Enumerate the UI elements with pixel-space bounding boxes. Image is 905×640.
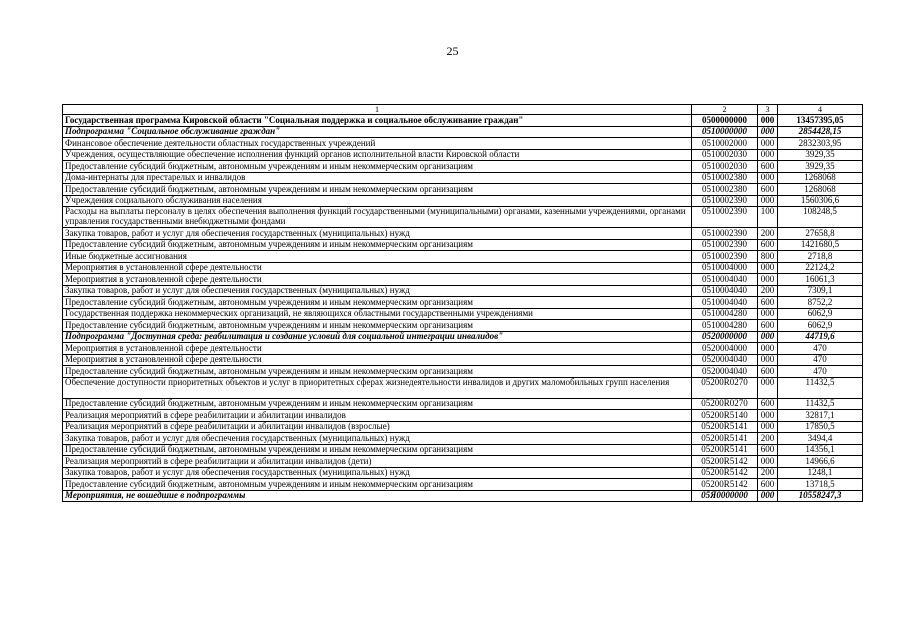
row-sum-cell: 44719,6 bbox=[778, 331, 863, 343]
row-code-cell: 0500000000 bbox=[692, 115, 758, 127]
row-code-cell: 05200R0270 bbox=[692, 377, 758, 398]
table-row bbox=[63, 343, 863, 355]
row-name-cell: Подпрограмма "Доступная среда: реабилитация и создание условий для социальной интеграции инвалидов" bbox=[63, 331, 692, 343]
row-name-cell: Мероприятия в установленной сфере деятельности bbox=[63, 274, 692, 286]
table-row bbox=[63, 433, 863, 445]
row-vr-cell: 000 bbox=[758, 308, 778, 320]
row-code-cell: 0520004000 bbox=[692, 343, 758, 355]
row-name-cell: Мероприятия, не вошедшие в подпрограммы bbox=[63, 490, 692, 502]
row-sum-cell: 11432,5 bbox=[778, 377, 863, 398]
row-name-cell: Государственная программа Кировской области "Социальная поддержка и социальное обслуживание граждан" bbox=[63, 115, 692, 127]
table-row bbox=[63, 239, 863, 251]
row-sum-cell: 11432,5 bbox=[778, 398, 863, 410]
row-sum-cell: 13718,5 bbox=[778, 479, 863, 491]
row-vr-cell: 200 bbox=[758, 228, 778, 240]
row-name-cell: Мероприятия в установленной сфере деятельности bbox=[63, 262, 692, 274]
row-code-cell: 05200R0270 bbox=[692, 398, 758, 410]
row-vr-cell: 200 bbox=[758, 285, 778, 297]
row-name-cell: Предоставление субсидий бюджетным, автономным учреждениям и иным некоммерческим организациям bbox=[63, 398, 692, 410]
row-vr-cell: 000 bbox=[758, 410, 778, 422]
row-vr-cell: 600 bbox=[758, 297, 778, 309]
row-code-cell: 0510002030 bbox=[692, 161, 758, 173]
row-vr-cell: 000 bbox=[758, 172, 778, 184]
row-name-cell: Расходы на выплаты персоналу в целях обеспечения выполнения функций государственными (муниципальными) органами, казенными учреждениями, органами управления государственными внебюджетными фондами bbox=[63, 207, 692, 228]
table-row bbox=[63, 161, 863, 173]
row-vr-cell: 800 bbox=[758, 251, 778, 263]
table-row bbox=[63, 184, 863, 196]
row-vr-cell: 000 bbox=[758, 149, 778, 161]
table-row bbox=[63, 274, 863, 286]
row-name-cell: Обеспечение доступности приоритетных объектов и услуг в приоритетных сферах жизнедеятельности инвалидов и других маломобильных групп населения bbox=[63, 377, 692, 398]
row-name-cell: Предоставление субсидий бюджетным, автономным учреждениям и иным некоммерческим организациям bbox=[63, 479, 692, 491]
table-row bbox=[63, 126, 863, 138]
row-vr-cell: 000 bbox=[758, 456, 778, 468]
row-code-cell: 0510002390 bbox=[692, 239, 758, 251]
row-code-cell: 0520000000 bbox=[692, 331, 758, 343]
table-row bbox=[63, 490, 863, 502]
row-sum-cell: 27658,8 bbox=[778, 228, 863, 240]
page-number: 25 bbox=[446, 44, 459, 58]
row-code-cell: 0510002390 bbox=[692, 195, 758, 207]
budget-table bbox=[62, 104, 863, 502]
row-sum-cell: 1560306,6 bbox=[778, 195, 863, 207]
row-sum-cell: 2832303,95 bbox=[778, 138, 863, 150]
row-code-cell: 0510002000 bbox=[692, 138, 758, 150]
row-code-cell: 05200R5140 bbox=[692, 410, 758, 422]
row-code-cell: 05200R5141 bbox=[692, 444, 758, 456]
row-vr-cell: 000 bbox=[758, 195, 778, 207]
row-sum-cell: 13457395,05 bbox=[778, 115, 863, 127]
table-row bbox=[63, 285, 863, 297]
row-sum-cell: 22124,2 bbox=[778, 262, 863, 274]
row-name-cell: Подпрограмма "Социальное обслуживание граждан" bbox=[63, 126, 692, 138]
row-vr-cell: 200 bbox=[758, 467, 778, 479]
row-vr-cell: 000 bbox=[758, 377, 778, 398]
row-name-cell: Предоставление субсидий бюджетным, автономным учреждениям и иным некоммерческим организациям bbox=[63, 184, 692, 196]
table-row bbox=[63, 354, 863, 366]
row-vr-cell: 600 bbox=[758, 161, 778, 173]
row-vr-cell: 000 bbox=[758, 115, 778, 127]
table-row bbox=[63, 479, 863, 491]
row-vr-cell: 000 bbox=[758, 274, 778, 286]
table-row bbox=[63, 320, 863, 332]
row-vr-cell: 100 bbox=[758, 207, 778, 228]
row-name-cell: Реализация мероприятий в сфере реабилитации и абилитации инвалидов (дети) bbox=[63, 456, 692, 468]
row-vr-cell: 600 bbox=[758, 184, 778, 196]
row-code-cell: 0510002030 bbox=[692, 149, 758, 161]
row-name-cell: Дома-интернаты для престарелых и инвалидов bbox=[63, 172, 692, 184]
table-row bbox=[63, 444, 863, 456]
table-row bbox=[63, 262, 863, 274]
row-sum-cell: 16061,3 bbox=[778, 274, 863, 286]
row-code-cell: 0510004280 bbox=[692, 320, 758, 332]
row-sum-cell: 3929,35 bbox=[778, 149, 863, 161]
row-name-cell: Мероприятия в установленной сфере деятельности bbox=[63, 343, 692, 355]
row-code-cell: 0510004040 bbox=[692, 285, 758, 297]
row-sum-cell: 17850,5 bbox=[778, 421, 863, 433]
table-row bbox=[63, 195, 863, 207]
row-name-cell: Предоставление субсидий бюджетным, автономным учреждениям и иным некоммерческим организациям bbox=[63, 161, 692, 173]
row-sum-cell: 470 bbox=[778, 354, 863, 366]
table-row bbox=[63, 366, 863, 378]
table-row bbox=[63, 467, 863, 479]
header-cell-sum: 4 bbox=[778, 105, 863, 115]
table-row bbox=[63, 172, 863, 184]
row-code-cell: 05200R5141 bbox=[692, 433, 758, 445]
row-code-cell: 0510002390 bbox=[692, 207, 758, 228]
row-sum-cell: 2854428,15 bbox=[778, 126, 863, 138]
row-vr-cell: 000 bbox=[758, 331, 778, 343]
header-row bbox=[63, 105, 863, 115]
row-sum-cell: 108248,5 bbox=[778, 207, 863, 228]
row-sum-cell: 14966,6 bbox=[778, 456, 863, 468]
row-vr-cell: 600 bbox=[758, 366, 778, 378]
row-vr-cell: 000 bbox=[758, 490, 778, 502]
row-name-cell: Финансовое обеспечение деятельности областных государственных учреждений bbox=[63, 138, 692, 150]
header-cell-vr: 3 bbox=[758, 105, 778, 115]
row-name-cell: Предоставление субсидий бюджетным, автономным учреждениям и иным некоммерческим организациям bbox=[63, 444, 692, 456]
row-vr-cell: 000 bbox=[758, 343, 778, 355]
table-row bbox=[63, 115, 863, 127]
table-row bbox=[63, 421, 863, 433]
row-vr-cell: 000 bbox=[758, 262, 778, 274]
row-name-cell: Закупка товаров, работ и услуг для обеспечения государственных (муниципальных) нужд bbox=[63, 467, 692, 479]
row-sum-cell: 3929,35 bbox=[778, 161, 863, 173]
row-name-cell: Реализация мероприятий в сфере реабилитации и абилитации инвалидов bbox=[63, 410, 692, 422]
row-sum-cell: 1268068 bbox=[778, 184, 863, 196]
row-vr-cell: 000 bbox=[758, 421, 778, 433]
row-sum-cell: 1421680,5 bbox=[778, 239, 863, 251]
row-name-cell: Иные бюджетные ассигнования bbox=[63, 251, 692, 263]
row-sum-cell: 14356,1 bbox=[778, 444, 863, 456]
table-row bbox=[63, 297, 863, 309]
row-code-cell: 05Я0000000 bbox=[692, 490, 758, 502]
row-sum-cell: 7309,1 bbox=[778, 285, 863, 297]
table-row bbox=[63, 331, 863, 343]
row-name-cell: Предоставление субсидий бюджетным, автономным учреждениям и иным некоммерческим организациям bbox=[63, 297, 692, 309]
table-row bbox=[63, 138, 863, 150]
row-sum-cell: 32817,1 bbox=[778, 410, 863, 422]
row-name-cell: Реализация мероприятий в сфере реабилитации и абилитации инвалидов (взрослые) bbox=[63, 421, 692, 433]
row-name-cell: Учреждения социального обслуживания населения bbox=[63, 195, 692, 207]
table-row bbox=[63, 410, 863, 422]
row-vr-cell: 600 bbox=[758, 444, 778, 456]
row-vr-cell: 600 bbox=[758, 239, 778, 251]
row-name-cell: Предоставление субсидий бюджетным, автономным учреждениям и иным некоммерческим организациям bbox=[63, 366, 692, 378]
table-row bbox=[63, 398, 863, 410]
row-sum-cell: 3494,4 bbox=[778, 433, 863, 445]
row-sum-cell: 10558247,3 bbox=[778, 490, 863, 502]
row-name-cell: Предоставление субсидий бюджетным, автономным учреждениям и иным некоммерческим организациям bbox=[63, 239, 692, 251]
table-body bbox=[63, 115, 863, 502]
row-name-cell: Учреждения, осуществляющие обеспечение исполнения функций органов исполнительной власти Кировской области bbox=[63, 149, 692, 161]
table-row bbox=[63, 377, 863, 398]
row-sum-cell: 8752,2 bbox=[778, 297, 863, 309]
row-code-cell: 0520004040 bbox=[692, 354, 758, 366]
row-vr-cell: 600 bbox=[758, 479, 778, 491]
row-code-cell: 05200R5142 bbox=[692, 479, 758, 491]
row-name-cell: Предоставление субсидий бюджетным, автономным учреждениям и иным некоммерческим организациям bbox=[63, 320, 692, 332]
row-sum-cell: 6062,9 bbox=[778, 320, 863, 332]
table-row bbox=[63, 251, 863, 263]
row-sum-cell: 6062,9 bbox=[778, 308, 863, 320]
header-cell-name: 1 bbox=[63, 105, 692, 115]
row-code-cell: 05200R5142 bbox=[692, 467, 758, 479]
row-vr-cell: 000 bbox=[758, 126, 778, 138]
row-code-cell: 0520004040 bbox=[692, 366, 758, 378]
row-name-cell: Закупка товаров, работ и услуг для обеспечения государственных (муниципальных) нужд bbox=[63, 433, 692, 445]
table-row bbox=[63, 308, 863, 320]
header-cell-code: 2 bbox=[692, 105, 758, 115]
row-name-cell: Государственная поддержка некоммерческих организаций, не являющихся областными государственными учреждениями bbox=[63, 308, 692, 320]
row-vr-cell: 000 bbox=[758, 138, 778, 150]
row-code-cell: 0510004000 bbox=[692, 262, 758, 274]
row-code-cell: 0510004280 bbox=[692, 308, 758, 320]
row-sum-cell: 470 bbox=[778, 343, 863, 355]
row-code-cell: 0510000000 bbox=[692, 126, 758, 138]
table-row bbox=[63, 149, 863, 161]
row-vr-cell: 600 bbox=[758, 398, 778, 410]
row-code-cell: 0510004040 bbox=[692, 274, 758, 286]
row-code-cell: 0510004040 bbox=[692, 297, 758, 309]
row-name-cell: Закупка товаров, работ и услуг для обеспечения государственных (муниципальных) нужд bbox=[63, 285, 692, 297]
row-code-cell: 05200R5141 bbox=[692, 421, 758, 433]
row-vr-cell: 000 bbox=[758, 354, 778, 366]
table-row bbox=[63, 228, 863, 240]
row-vr-cell: 200 bbox=[758, 433, 778, 445]
row-sum-cell: 1268068 bbox=[778, 172, 863, 184]
row-name-cell: Закупка товаров, работ и услуг для обеспечения государственных (муниципальных) нужд bbox=[63, 228, 692, 240]
row-code-cell: 0510002390 bbox=[692, 228, 758, 240]
row-name-cell: Мероприятия в установленной сфере деятельности bbox=[63, 354, 692, 366]
row-sum-cell: 1248,1 bbox=[778, 467, 863, 479]
table-row bbox=[63, 456, 863, 468]
row-code-cell: 0510002380 bbox=[692, 184, 758, 196]
row-code-cell: 0510002390 bbox=[692, 251, 758, 263]
row-sum-cell: 470 bbox=[778, 366, 863, 378]
row-sum-cell: 2718,8 bbox=[778, 251, 863, 263]
row-code-cell: 05200R5142 bbox=[692, 456, 758, 468]
row-code-cell: 0510002380 bbox=[692, 172, 758, 184]
table-row bbox=[63, 207, 863, 228]
row-vr-cell: 600 bbox=[758, 320, 778, 332]
